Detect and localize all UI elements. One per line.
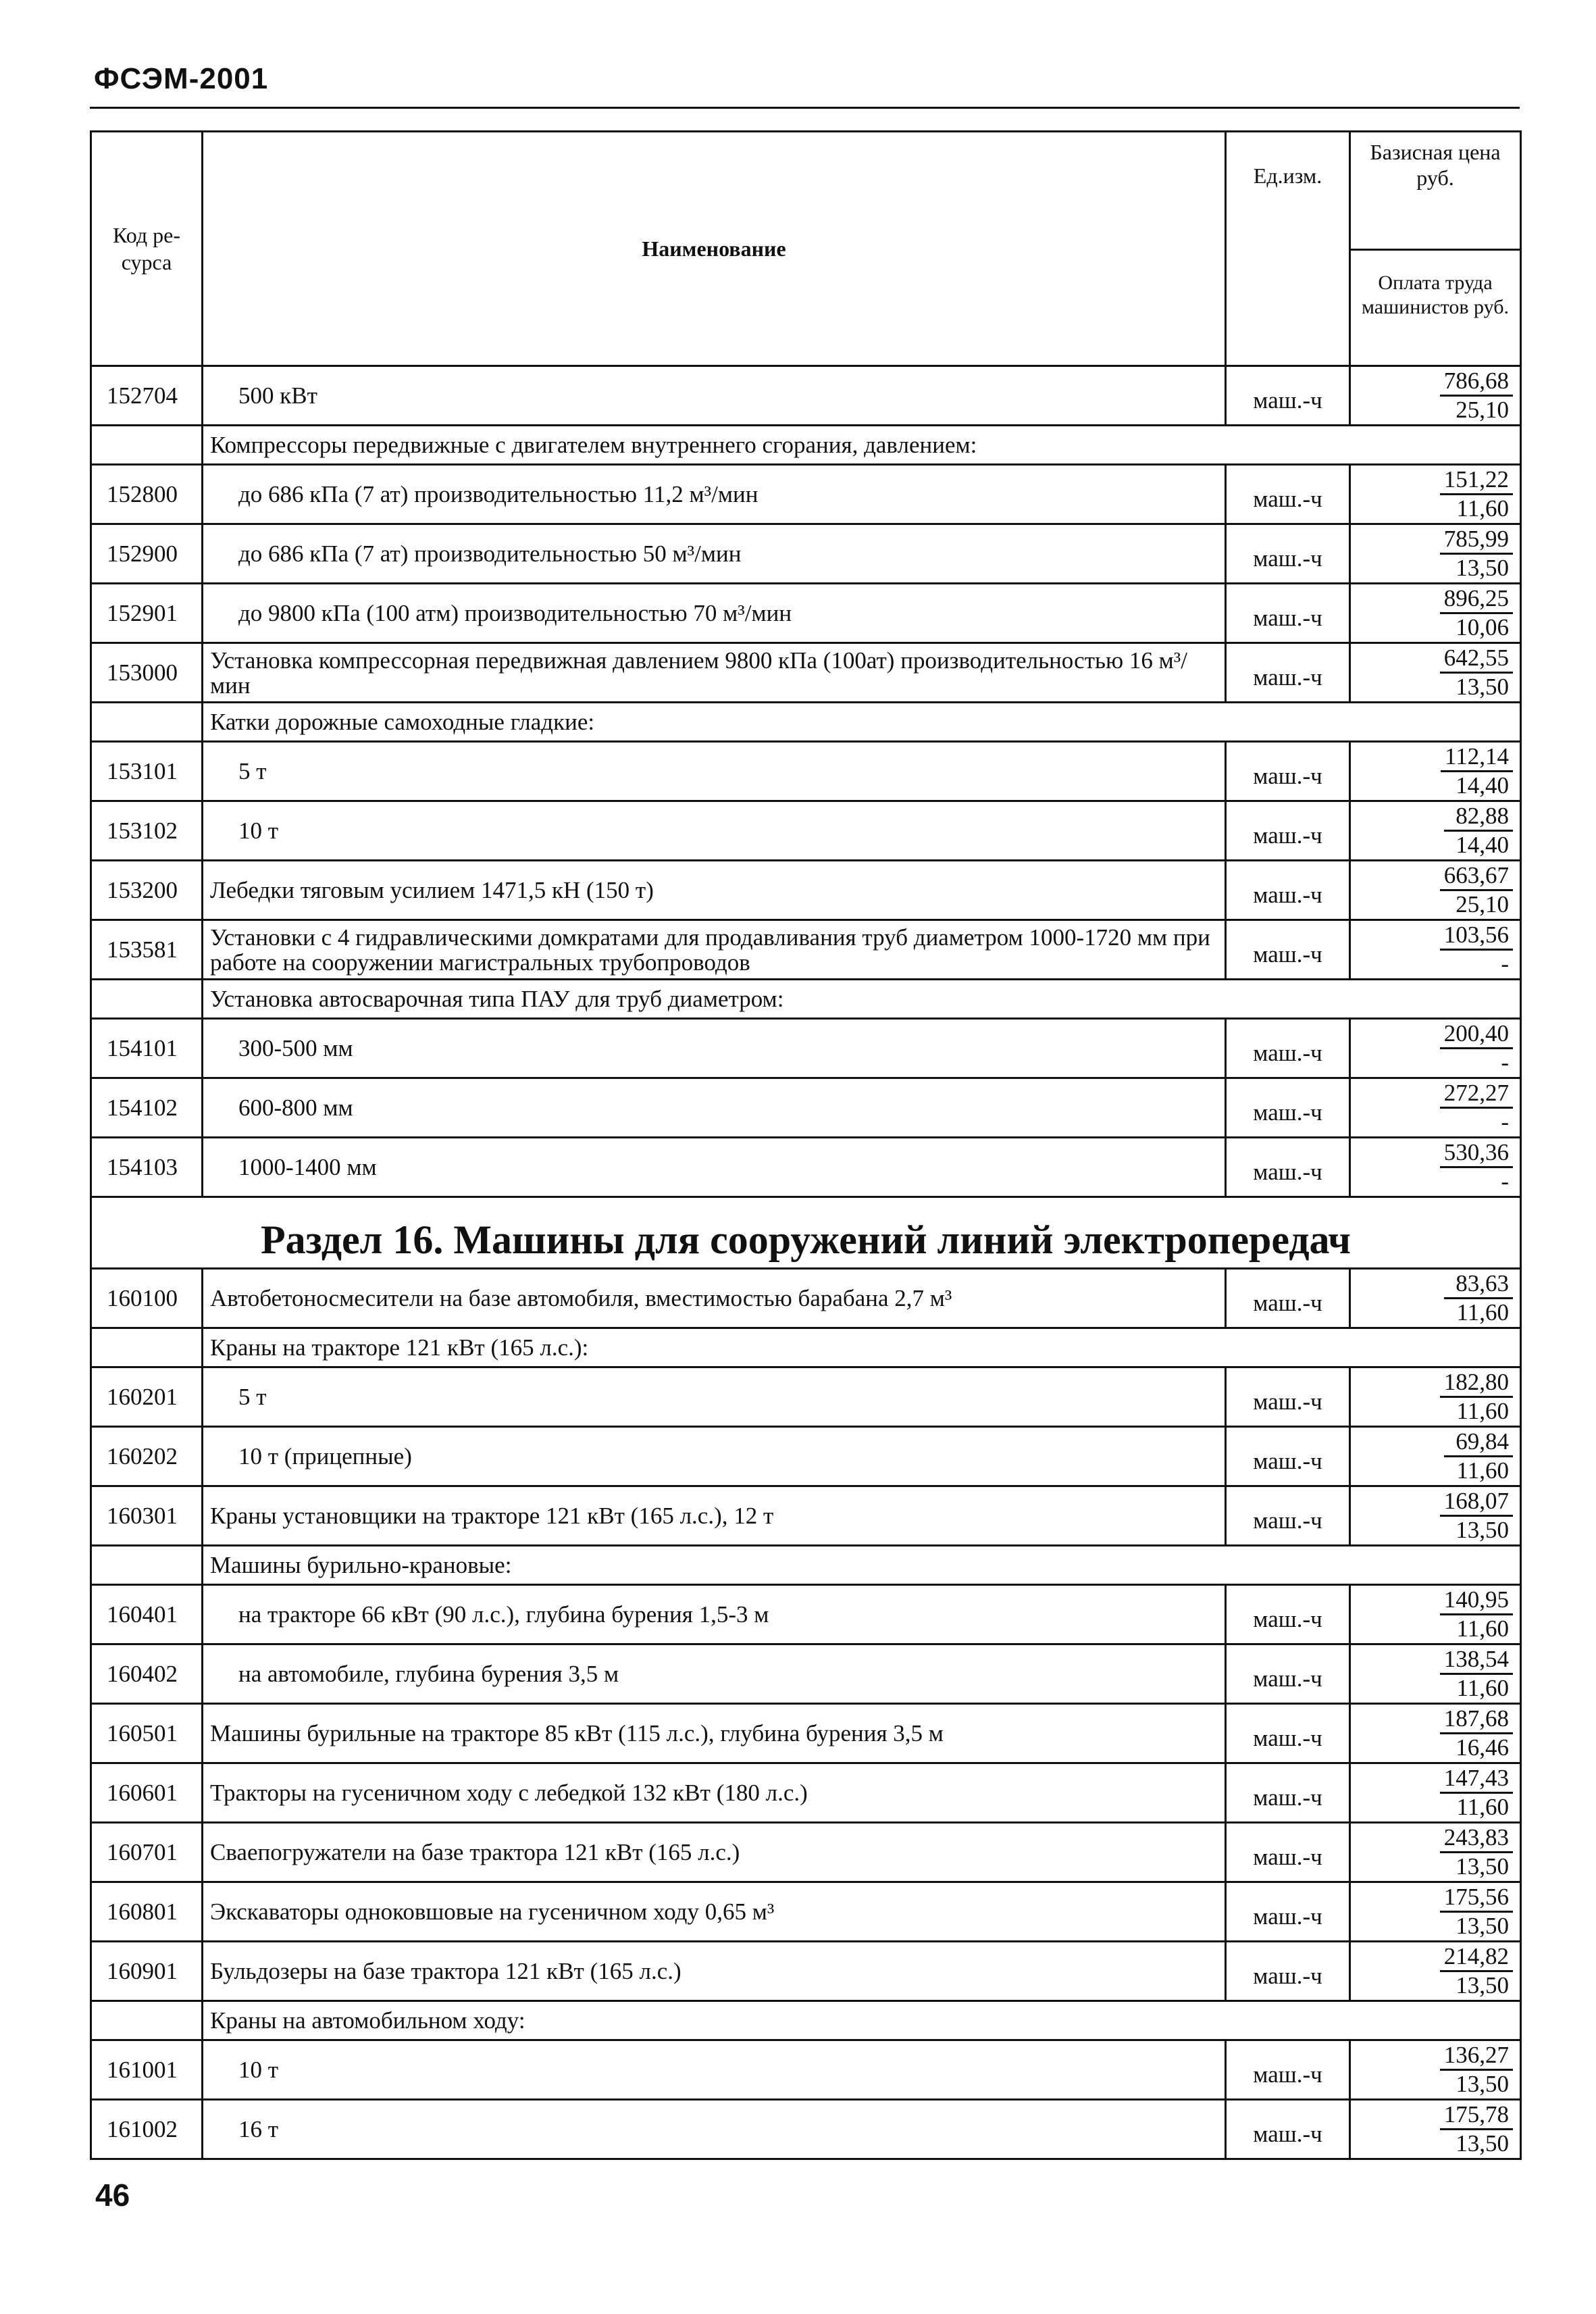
operator-wages: - (1501, 1109, 1509, 1135)
table-row (91, 1367, 1521, 1427)
group-heading-row (91, 703, 1521, 742)
operator-wages: 10,06 (1456, 614, 1509, 640)
table-row (91, 1882, 1521, 1942)
resource-name: на автомобиле, глубина бурения 3,5 м (203, 1644, 1226, 1704)
operator-wages: 13,50 (1456, 1853, 1509, 1880)
price-cell (1350, 1823, 1521, 1882)
resource-name: Краны установщики на тракторе 121 кВт (165 л.с.), 12 т (203, 1486, 1226, 1546)
unit-of-measure: маш.-ч (1226, 643, 1350, 703)
table-row (91, 1138, 1521, 1197)
unit-of-measure: маш.-ч (1226, 2040, 1350, 2100)
price-cell (1350, 2040, 1521, 2100)
resource-code: 161001 (91, 2040, 203, 2100)
resource-code: 153581 (91, 920, 203, 980)
document-code: ФСЭМ-2001 (94, 62, 269, 95)
operator-wages: 14,40 (1456, 772, 1509, 799)
table-row (91, 742, 1521, 801)
unit-of-measure: маш.-ч (1226, 861, 1350, 920)
unit-of-measure: маш.-ч (1226, 1269, 1350, 1328)
price-cell (1350, 1763, 1521, 1823)
operator-wages: - (1501, 951, 1509, 977)
resource-name: на тракторе 66 кВт (90 л.с.), глубина бурения 1,5-3 м (203, 1585, 1226, 1644)
price-cell (1350, 1882, 1521, 1942)
base-price: 182,80 (1440, 1369, 1513, 1398)
unit-of-measure: маш.-ч (1226, 524, 1350, 584)
resource-code: 160201 (91, 1367, 203, 1427)
group-code-empty (91, 703, 203, 742)
price-cell (1350, 1942, 1521, 2001)
unit-of-measure: маш.-ч (1226, 1704, 1350, 1763)
resource-name: Экскаваторы одноковшовые на гусеничном ходу 0,65 м³ (203, 1882, 1226, 1942)
table-row (91, 584, 1521, 643)
base-price: 82,88 (1444, 803, 1513, 832)
group-code-empty (91, 426, 203, 465)
operator-wages: - (1501, 1168, 1509, 1194)
base-price: 175,78 (1440, 2101, 1513, 2130)
table-row (91, 1585, 1521, 1644)
table-body (91, 366, 1521, 2159)
operator-wages: 11,60 (1456, 1675, 1509, 1701)
resource-name: до 686 кПа (7 ат) производительностью 11,2 м³/мин (203, 465, 1226, 524)
resource-code: 160402 (91, 1644, 203, 1704)
base-price: 187,68 (1440, 1705, 1513, 1734)
price-cell (1350, 1019, 1521, 1078)
group-code-empty (91, 1328, 203, 1367)
group-heading: Краны на автомобильном ходу: (203, 2001, 1521, 2040)
table-row (91, 2040, 1521, 2100)
group-heading-row (91, 1546, 1521, 1585)
resource-name: 500 кВт (203, 366, 1226, 426)
group-code-empty (91, 980, 203, 1019)
base-price: 147,43 (1440, 1765, 1513, 1794)
unit-of-measure: маш.-ч (1226, 1486, 1350, 1546)
base-price: 272,27 (1440, 1080, 1513, 1109)
page-number: 46 (95, 2178, 130, 2213)
base-price: 243,83 (1440, 1824, 1513, 1853)
table-row (91, 861, 1521, 920)
resource-code: 152800 (91, 465, 203, 524)
table-row (91, 643, 1521, 703)
resource-name: Сваепогружатели на базе трактора 121 кВт (165 л.с.) (203, 1823, 1226, 1882)
operator-wages: 11,60 (1456, 1398, 1509, 1424)
resource-code: 160501 (91, 1704, 203, 1763)
resource-name: 300-500 мм (203, 1019, 1226, 1078)
unit-of-measure: маш.-ч (1226, 1019, 1350, 1078)
column-header-operator-wages: Оплата труда машинистов руб. (1361, 272, 1510, 318)
base-price: 140,95 (1440, 1586, 1513, 1615)
group-heading: Машины бурильно-крановые: (203, 1546, 1521, 1585)
base-price: 112,14 (1441, 743, 1513, 772)
operator-wages: 25,10 (1456, 397, 1509, 423)
resource-code: 160701 (91, 1823, 203, 1882)
unit-of-measure: маш.-ч (1226, 1882, 1350, 1942)
table-row (91, 366, 1521, 426)
base-price: 214,82 (1440, 1943, 1513, 1972)
base-price: 168,07 (1440, 1488, 1513, 1517)
resource-name: 1000-1400 мм (203, 1138, 1226, 1197)
resource-name: 600-800 мм (203, 1078, 1226, 1138)
unit-of-measure: маш.-ч (1226, 366, 1350, 426)
group-heading-row (91, 1328, 1521, 1367)
group-heading-row (91, 2001, 1521, 2040)
price-cell (1350, 524, 1521, 584)
unit-of-measure: маш.-ч (1226, 1823, 1350, 1882)
header-rule (90, 107, 1520, 109)
operator-wages: 13,50 (1456, 1913, 1509, 1939)
group-heading: Катки дорожные самоходные гладкие: (203, 703, 1521, 742)
table-row (91, 1644, 1521, 1704)
resource-code: 152900 (91, 524, 203, 584)
column-header-price (1350, 132, 1521, 366)
unit-of-measure: маш.-ч (1226, 1942, 1350, 2001)
operator-wages: 16,46 (1456, 1734, 1509, 1761)
resource-code: 154103 (91, 1138, 203, 1197)
operator-wages: 11,60 (1456, 495, 1509, 522)
operator-wages: 11,60 (1456, 1615, 1509, 1642)
base-price: 151,22 (1440, 466, 1513, 495)
operator-wages: 11,60 (1456, 1794, 1509, 1820)
table-row (91, 801, 1521, 861)
base-price: 642,55 (1440, 645, 1513, 674)
table-row (91, 1427, 1521, 1486)
resource-code: 152901 (91, 584, 203, 643)
column-header-unit: Ед.изм. (1226, 132, 1350, 366)
resource-name: Лебедки тяговым усилием 1471,5 кН (150 т) (203, 861, 1226, 920)
unit-of-measure: маш.-ч (1226, 1644, 1350, 1704)
base-price: 663,67 (1440, 862, 1513, 891)
group-heading-row (91, 426, 1521, 465)
operator-wages: 13,50 (1456, 1517, 1509, 1543)
resource-name: 10 т (прицепные) (203, 1427, 1226, 1486)
unit-of-measure: маш.-ч (1226, 1367, 1350, 1427)
resource-code: 160100 (91, 1269, 203, 1328)
price-cell (1350, 1138, 1521, 1197)
price-cell (1350, 1078, 1521, 1138)
resource-code: 160301 (91, 1486, 203, 1546)
operator-wages: - (1501, 1049, 1509, 1076)
price-cell (1350, 1486, 1521, 1546)
base-price: 103,56 (1440, 922, 1513, 951)
price-cell (1350, 1427, 1521, 1486)
resource-name: 10 т (203, 801, 1226, 861)
table-row (91, 1269, 1521, 1328)
price-cell (1350, 742, 1521, 801)
resource-code: 160601 (91, 1763, 203, 1823)
price-cell (1350, 920, 1521, 980)
resource-name: Автобетоносмесители на базе автомобиля, вместимостью барабана 2,7 м³ (203, 1269, 1226, 1328)
resource-code: 160401 (91, 1585, 203, 1644)
table-header-row (91, 132, 1521, 366)
operator-wages: 13,50 (1456, 555, 1509, 581)
resource-code: 160901 (91, 1942, 203, 2001)
table-row (91, 1019, 1521, 1078)
price-cell (1350, 1585, 1521, 1644)
table-row (91, 1942, 1521, 2001)
operator-wages: 13,50 (1456, 674, 1509, 700)
resource-name: 5 т (203, 742, 1226, 801)
unit-of-measure: маш.-ч (1226, 1585, 1350, 1644)
price-cell (1350, 1367, 1521, 1427)
operator-wages: 25,10 (1456, 891, 1509, 917)
unit-of-measure: маш.-ч (1226, 584, 1350, 643)
base-price: 200,40 (1440, 1020, 1513, 1049)
table-row (91, 524, 1521, 584)
base-price: 175,56 (1440, 1884, 1513, 1913)
base-price: 138,54 (1440, 1646, 1513, 1675)
price-cell (1350, 801, 1521, 861)
unit-of-measure: маш.-ч (1226, 465, 1350, 524)
resource-name: 16 т (203, 2100, 1226, 2159)
table-row (91, 1078, 1521, 1138)
resource-name: 5 т (203, 1367, 1226, 1427)
unit-of-measure: маш.-ч (1226, 2100, 1350, 2159)
base-price: 136,27 (1440, 2042, 1513, 2071)
base-price: 530,36 (1440, 1139, 1513, 1168)
group-code-empty (91, 2001, 203, 2040)
resource-code: 160801 (91, 1882, 203, 1942)
resource-name: 10 т (203, 2040, 1226, 2100)
column-header-base-price: Базисная цена руб. (1351, 132, 1520, 251)
base-price: 786,68 (1440, 368, 1513, 397)
unit-of-measure: маш.-ч (1226, 920, 1350, 980)
base-price: 69,84 (1444, 1428, 1513, 1457)
price-cell (1350, 861, 1521, 920)
section-heading-row (91, 1197, 1521, 1269)
group-heading-row (91, 980, 1521, 1019)
resource-name: Тракторы на гусеничном ходу с лебедкой 132 кВт (180 л.с.) (203, 1763, 1226, 1823)
resource-code: 152704 (91, 366, 203, 426)
table-row (91, 920, 1521, 980)
unit-of-measure: маш.-ч (1226, 742, 1350, 801)
table-row (91, 2100, 1521, 2159)
table-row (91, 1704, 1521, 1763)
base-price: 785,99 (1440, 526, 1513, 555)
base-price: 896,25 (1440, 585, 1513, 614)
price-cell (1350, 465, 1521, 524)
unit-of-measure: маш.-ч (1226, 1138, 1350, 1197)
price-cell (1350, 366, 1521, 426)
price-cell (1350, 584, 1521, 643)
operator-wages: 11,60 (1456, 1299, 1509, 1326)
operator-wages: 13,50 (1456, 2071, 1509, 2097)
base-price: 83,63 (1444, 1270, 1513, 1299)
resource-name: до 9800 кПа (100 атм) производительностью 70 м³/мин (203, 584, 1226, 643)
resource-code: 154102 (91, 1078, 203, 1138)
column-header-name: Наименование (203, 132, 1226, 366)
resource-code: 153102 (91, 801, 203, 861)
section-heading: Раздел 16. Машины для сооружений линий электропередач (91, 1197, 1521, 1269)
operator-wages: 13,50 (1456, 2130, 1509, 2157)
table-row (91, 1486, 1521, 1546)
operator-wages: 14,40 (1456, 832, 1509, 858)
resource-code: 154101 (91, 1019, 203, 1078)
operator-wages: 11,60 (1456, 1457, 1509, 1484)
resource-code: 161002 (91, 2100, 203, 2159)
resource-name: до 686 кПа (7 ат) производительностью 50 м³/мин (203, 524, 1226, 584)
unit-of-measure: маш.-ч (1226, 801, 1350, 861)
resource-code: 153101 (91, 742, 203, 801)
column-header-code: Код ре-сурса (91, 132, 203, 366)
table-row (91, 1823, 1521, 1882)
resource-code: 153200 (91, 861, 203, 920)
price-cell (1350, 1704, 1521, 1763)
unit-of-measure: маш.-ч (1226, 1763, 1350, 1823)
unit-of-measure: маш.-ч (1226, 1078, 1350, 1138)
resource-code: 160202 (91, 1427, 203, 1486)
resource-name: Установки с 4 гидравлическими домкратами для продавливания труб диаметром 1000-1720 мм при работе на сооружении магистральных трубопроводов (203, 920, 1226, 980)
price-cell (1350, 1644, 1521, 1704)
group-heading: Компрессоры передвижные с двигателем внутреннего сгорания, давлением: (203, 426, 1521, 465)
resource-price-table (90, 130, 1522, 2160)
resource-name: Бульдозеры на базе трактора 121 кВт (165 л.с.) (203, 1942, 1226, 2001)
resource-code: 153000 (91, 643, 203, 703)
group-heading: Краны на тракторе 121 кВт (165 л.с.): (203, 1328, 1521, 1367)
unit-of-measure: маш.-ч (1226, 1427, 1350, 1486)
table-row (91, 465, 1521, 524)
price-cell (1350, 1269, 1521, 1328)
price-cell (1350, 2100, 1521, 2159)
group-code-empty (91, 1546, 203, 1585)
operator-wages: 13,50 (1456, 1972, 1509, 1998)
table-row (91, 1763, 1521, 1823)
group-heading: Установка автосварочная типа ПАУ для труб диаметром: (203, 980, 1521, 1019)
resource-name: Машины бурильные на тракторе 85 кВт (115 л.с.), глубина бурения 3,5 м (203, 1704, 1226, 1763)
resource-name: Установка компрессорная передвижная давлением 9800 кПа (100ат) производительностью 16 м³/мин (203, 643, 1226, 703)
price-cell (1350, 643, 1521, 703)
